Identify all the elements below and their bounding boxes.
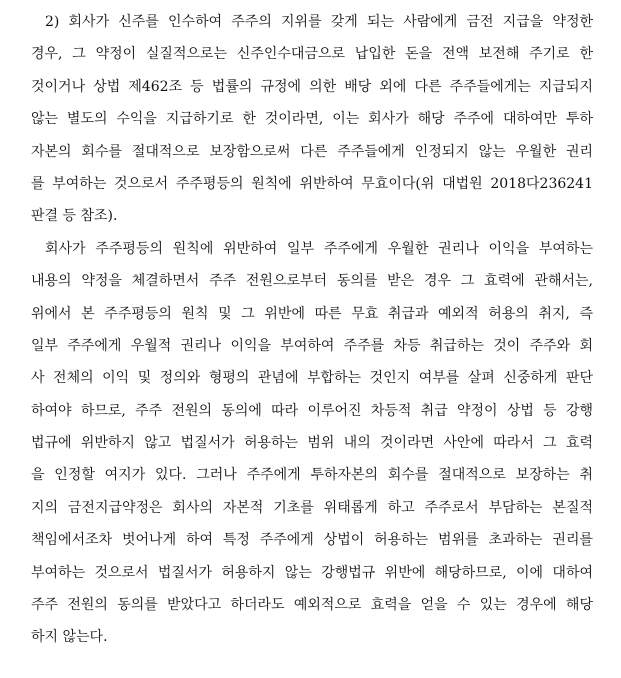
document-body xyxy=(31,0,593,654)
text-line: 자본의 회수를 절대적으로 보장함으로써 다른 주주들에게 인정되지 않는 우월한 권리 xyxy=(31,143,593,160)
text-line: 부여하는 것으로서 법질서가 허용하지 않는 강행법규 위반에 해당하므로, 이에 대하여 xyxy=(31,564,593,581)
text-line: 경우, 그 약정이 실질적으로는 신주인수대금으로 납입한 돈을 전액 보전해 주기로 한 xyxy=(31,46,593,63)
text-line: 주주 전원의 동의를 받았다고 하더라도 예외적으로 효력을 얻을 수 있는 경우에 해당 xyxy=(31,597,593,614)
text-line: 회사가 주주평등의 원칙에 위반하여 일부 주주에게 우월한 권리나 이익을 부여하는 xyxy=(45,240,593,257)
text-line: 지의 금전지급약정은 회사의 자본적 기초를 위태롭게 하고 주주로서 부담하는 본질적 xyxy=(31,499,593,516)
text-line: 를 부여하는 것으로서 주주평등의 원칙에 위반하여 무효이다(위 대법원 2018다236241 xyxy=(31,175,593,192)
text-line: 법규에 위반하지 않고 법질서가 허용하는 범위 내의 것이라면 사안에 따라서 그 효력 xyxy=(31,435,593,452)
text-line: 하지 않는다. xyxy=(31,629,108,646)
text-line: 2) 회사가 신주를 인수하여 주주의 지위를 갖게 되는 사람에게 금전 지급을 약정한 xyxy=(45,14,593,30)
text-line: 위에서 본 주주평등의 원칙 및 그 위반에 따른 무효 취급과 예외적 허용의 취지, 즉 xyxy=(31,305,593,322)
text-line: 내용의 약정을 체결하면서 주주 전원으로부터 동의를 받은 경우 그 효력에 관해서는, xyxy=(31,273,593,290)
text-line: 을 인정할 여지가 있다. 그러나 주주에게 투하자본의 회수를 절대적으로 보장하는 취 xyxy=(31,467,593,484)
text-line: 판결 등 참조). xyxy=(31,208,118,225)
text-line: 일부 주주에게 우월적 권리나 이익을 부여하여 주주를 차등 취급하는 것이 주주와 회 xyxy=(31,337,593,354)
text-line: 않는 별도의 수익을 지급하기로 한 것이라면, 이는 회사가 해당 주주에 대하여만 투하 xyxy=(31,111,593,128)
paragraph-1 xyxy=(31,0,593,233)
text-line: 책임에서조차 벗어나게 하여 특정 주주에게 상법이 허용하는 범위를 초과하는 권리를 xyxy=(31,532,593,549)
text-line: 하여야 하므로, 주주 전원의 동의에 따라 이루어진 차등적 취급 약정이 상법 등 강행 xyxy=(31,402,593,419)
text-line: 것이거나 상법 제462조 등 법률의 규정에 의한 배당 외에 다른 주주들에게는 지급되지 xyxy=(31,78,593,95)
text-line: 사 전체의 이익 및 정의와 형평의 관념에 부합하는 것인지 여부를 살펴 신중하게 판단 xyxy=(31,370,593,387)
paragraph-2 xyxy=(31,233,593,654)
